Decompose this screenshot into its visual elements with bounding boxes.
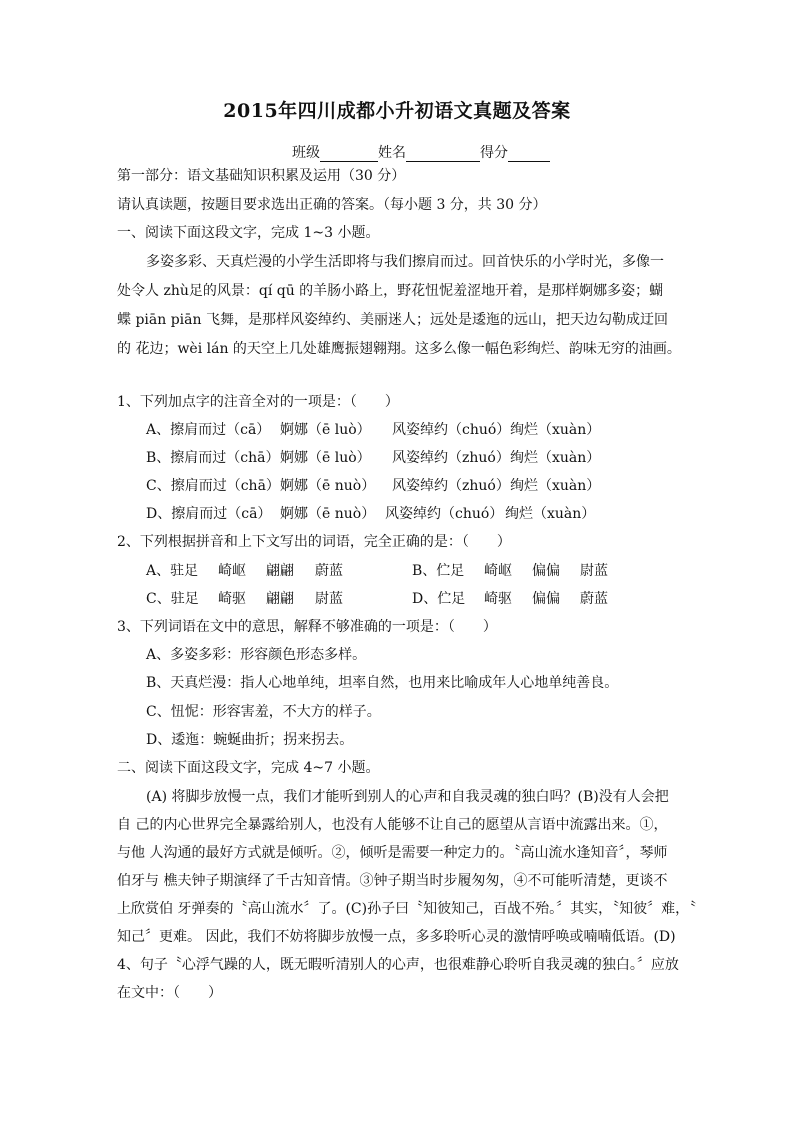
q2-option-b-item: 尉蓝 [580, 563, 608, 579]
q1-option-d-item: 风姿绰约（chuó） [385, 506, 504, 522]
section2-heading: 二、阅读下面这段文字，完成 4~7 小题。 [117, 760, 380, 776]
q4-stem-line: 在文中：（ ） [117, 985, 222, 1001]
q1-option-b-item: 绚烂（xuàn） [510, 450, 601, 466]
instruction: 请认真读题，按题目要求选出正确的答案。（每小题 3 分，共 30 分） [117, 197, 547, 213]
passage2-line: 自 己的内心世界完全暴露给别人，也没有人能够不让自己的愿望从言语中流露出来。①， [117, 817, 668, 833]
passage2-line: 上欣赏伯 牙弹奏的〝高山流水〞了。(C)孙子曰〝知彼知己，百战不殆。〞其实，〝知彼〞难，〝 [117, 901, 697, 917]
q2-option-d-item: 偏偏 [532, 591, 560, 607]
q2-option-c-item: 翩翩 [266, 591, 294, 607]
q1-option-a-item[interactable]: A、擦肩而过（cā） [146, 422, 271, 438]
passage2-line: (A) 将脚步放慢一点，我们才能听到别人的心声和自我灵魂的独白吗？(B)没有人会把 [146, 789, 669, 805]
q1-option-c-item[interactable]: C、擦肩而过（chā） [146, 478, 280, 494]
q1-option-c-item: 绚烂（xuàn） [510, 478, 601, 494]
q3-option-b[interactable]: B、天真烂漫：指人心地单纯，坦率自然，也用来比喻成年人心地单纯善良。 [146, 675, 619, 691]
q1-stem: 1、下列加点字的注音全对的一项是：（ ） [117, 394, 399, 410]
q2-option-d-item: 崎驱 [484, 591, 512, 607]
name-blank[interactable] [406, 147, 480, 162]
passage1-line: 的 花边；wèi lán 的天空上几处雄鹰振翅翱翔。这多么像一幅色彩绚烂、韵味无穷的油画。 [117, 341, 681, 357]
q2-option-a-item: 翩翩 [266, 563, 294, 579]
q2-option-b-item[interactable]: B、伫足 [412, 563, 465, 579]
passage2-line: 知己〞更难。 因此，我们不妨将脚步放慢一点，多多聆听心灵的激情呼唤或喃喃低语。(D) [117, 929, 676, 945]
student-info-line [292, 142, 550, 162]
q1-option-d-item: 婀娜（ē nuò） [280, 506, 376, 522]
q1-option-a-item: 风姿绰约（chuó） [392, 422, 511, 438]
q1-option-c-item: 风姿绰约（zhuó） [392, 478, 510, 494]
q2-stem: 2、下列根据拼音和上下文写出的词语，完全正确的是：（ ） [117, 534, 511, 550]
q1-option-b-item: 婀娜（ē luò） [280, 450, 371, 466]
q1-option-b-item[interactable]: B、擦肩而过（chā） [146, 450, 280, 466]
q3-stem: 3、下列词语在文中的意思，解释不够准确的一项是：（ ） [117, 619, 497, 635]
q2-option-c-item: 尉蓝 [315, 591, 343, 607]
class-label: 班级 [292, 145, 320, 161]
passage1-line: 蝶 piān piān 飞舞，是那样风姿绰约、美丽迷人；远处是逶迤的远山，把天边勾勒成迂回 [117, 312, 668, 328]
q1-option-a-item: 绚烂（xuàn） [510, 422, 601, 438]
score-blank[interactable] [508, 147, 550, 162]
q1-option-c-item: 婀娜（ē nuò） [280, 478, 376, 494]
q3-option-d[interactable]: D、逶迤：蜿蜒曲折；拐来拐去。 [146, 732, 354, 748]
q1-option-a-item: 婀娜（ē luò） [280, 422, 371, 438]
passage1-line: 处令人 zhù足的风景：qí qū 的羊肠小路上，野花忸怩羞涩地开着，是那样婀娜多姿；蝴 [117, 283, 664, 299]
q2-option-c-item: 崎驱 [218, 591, 246, 607]
page-title: 2015年四川成都小升初语文真题及答案 [223, 100, 571, 122]
q2-option-c-item[interactable]: C、驻足 [146, 591, 199, 607]
section1-heading: 一、阅读下面这段文字，完成 1~3 小题。 [117, 225, 380, 241]
q1-option-d-item: 绚烂（xuàn） [505, 506, 596, 522]
q2-option-a-item: 蔚蓝 [315, 563, 343, 579]
q3-option-c[interactable]: C、忸怩：形容害羞，不大方的样子。 [146, 704, 381, 720]
q3-option-a[interactable]: A、多姿多彩：形容颜色形态多样。 [146, 647, 367, 663]
q2-option-d-item: 蔚蓝 [580, 591, 608, 607]
q1-option-b-item: 风姿绰约（zhuó） [392, 450, 510, 466]
class-blank[interactable] [320, 147, 378, 162]
q2-option-a-item[interactable]: A、驻足 [146, 563, 199, 579]
passage2-line: 伯牙与 樵夫钟子期演绎了千古知音情。③钟子期当时步履匆匆，④不可能听清楚，更谈不 [117, 873, 668, 889]
q2-option-d-item[interactable]: D、伫足 [412, 591, 466, 607]
part1-heading: 第一部分：语文基础知识积累及运用（30 分） [117, 168, 406, 184]
q2-option-b-item: 崎岖 [484, 563, 512, 579]
q2-option-a-item: 崎岖 [218, 563, 246, 579]
name-label: 姓名 [378, 145, 406, 161]
passage2-line: 与他 人沟通的最好方式就是倾听。②，倾听是需要一种定力的。〝高山流水逢知音〞，琴师 [117, 845, 668, 861]
q2-option-b-item: 偏偏 [532, 563, 560, 579]
q1-option-d-item[interactable]: D、擦肩而过（cā） [146, 506, 272, 522]
q4-stem-line: 4、句子〝心浮气躁的人，既无暇听清别人的心声，也很难静心聆听自我灵魂的独白。〞应放 [117, 957, 679, 973]
passage1-line: 多姿多彩、天真烂漫的小学生活即将与我们擦肩而过。回首快乐的小学时光，多像一 [146, 254, 664, 270]
score-label: 得分 [480, 145, 508, 161]
